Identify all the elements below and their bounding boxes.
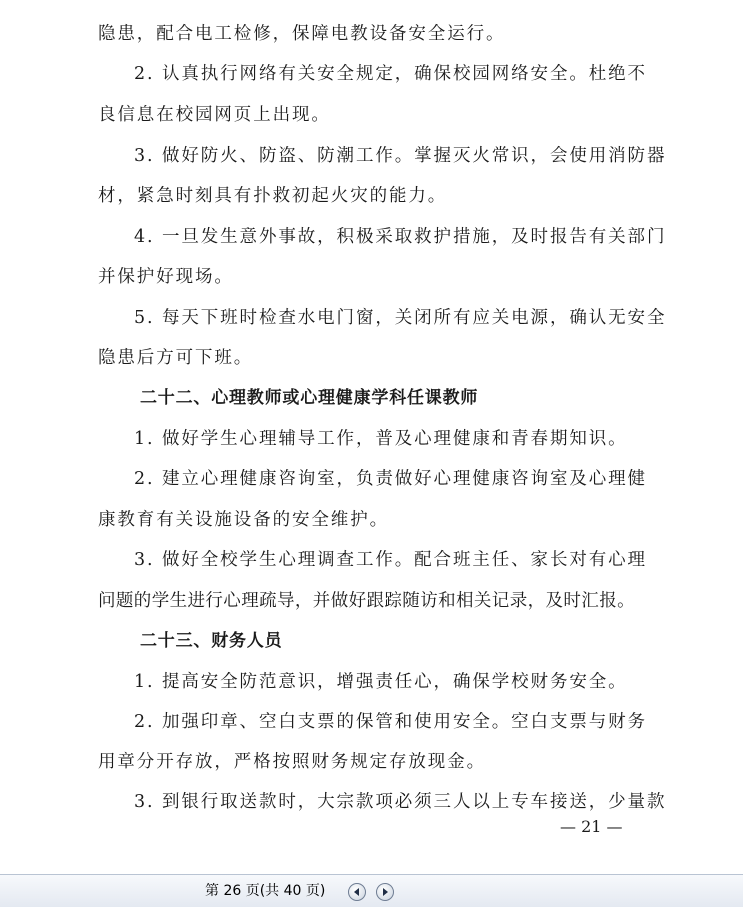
text-line: 3. 做好防火、防盗、防潮工作。掌握灭火常识，会使用消防器 (134, 146, 667, 166)
next-page-button[interactable] (376, 883, 394, 901)
status-bar (0, 874, 743, 907)
text-line: 1. 做好学生心理辅导工作，普及心理健康和青春期知识。 (134, 429, 628, 449)
text-line: 问题的学生进行心理疏导，并做好跟踪随访和相关记录，及时汇报。 (98, 591, 635, 611)
text-line: 隐患，配合电工检修，保障电教设备安全运行。 (98, 24, 506, 44)
text-line: 4. 一旦发生意外事故，积极采取救护措施，及时报告有关部门 (134, 227, 667, 247)
section-heading: 二十三、财务人员 (140, 631, 283, 651)
text-line: 2. 认真执行网络有关安全规定，确保校园网络安全。杜绝不 (134, 64, 647, 84)
page-number: — 21 — (560, 817, 623, 836)
text-line: 3. 做好全校学生心理调查工作。配合班主任、家长对有心理 (134, 550, 647, 570)
section-heading: 二十二、心理教师或心理健康学科任课教师 (140, 388, 479, 408)
left-arrow-icon (353, 888, 361, 896)
text-line: 用章分开存放，严格按照财务规定存放现金。 (98, 752, 486, 772)
text-line: 2. 加强印章、空白支票的保管和使用安全。空白支票与财务 (134, 712, 647, 732)
text-line: 材，紧急时刻具有扑救初起火灾的能力。 (98, 186, 448, 206)
previous-page-button[interactable] (348, 883, 366, 901)
text-line: 良信息在校园网页上出现。 (98, 105, 331, 125)
right-arrow-icon (381, 888, 389, 896)
page-indicator: 第 26 页(共 40 页) (205, 883, 326, 899)
text-line: 5. 每天下班时检查水电门窗，关闭所有应关电源，确认无安全 (134, 308, 667, 328)
text-line: 康教育有关设施设备的安全维护。 (98, 510, 389, 530)
text-line: 并保护好现场。 (98, 267, 234, 287)
text-line: 3. 到银行取送款时，大宗款项必须三人以上专车接送，少量款 (134, 792, 667, 812)
text-line: 隐患后方可下班。 (98, 348, 254, 368)
text-line: 2. 建立心理健康咨询室，负责做好心理健康咨询室及心理健 (134, 469, 647, 489)
text-line: 1. 提高安全防范意识，增强责任心，确保学校财务安全。 (134, 672, 628, 692)
